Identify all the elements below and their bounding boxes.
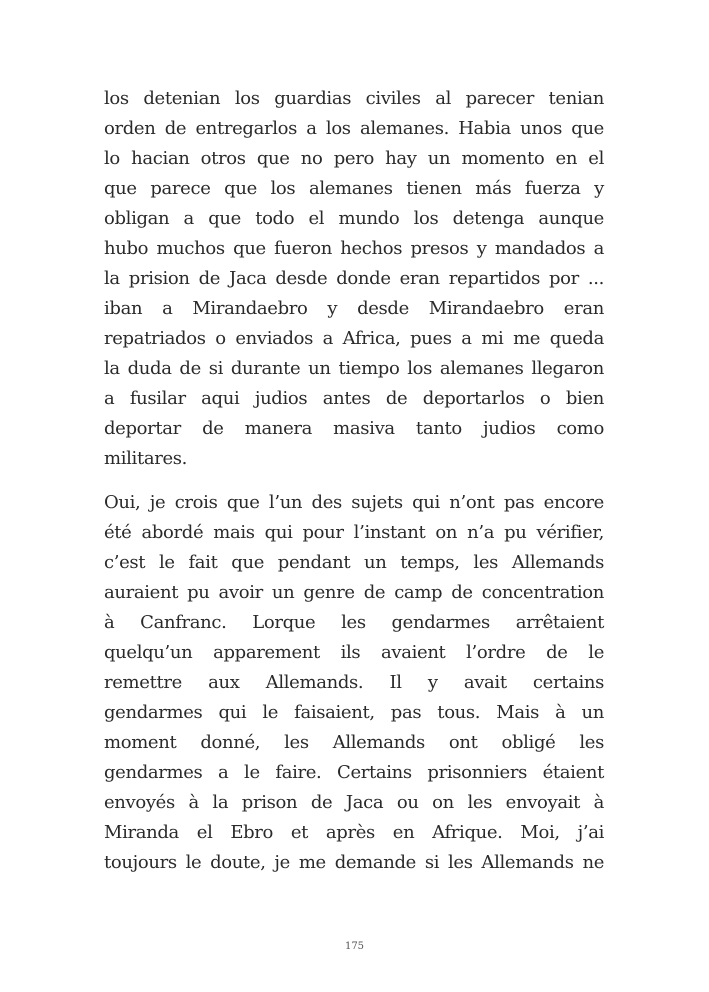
text-line: iban a Mirandaebro y desde Mirandaebro eran — [104, 298, 604, 319]
text-line: la prision de Jaca desde donde eran repartidos por ... — [104, 268, 604, 289]
text-line: los detenian los guardias civiles al parecer tenian — [104, 88, 604, 109]
text-line: à Canfranc. Lorque les gendarmes arrêtaient — [104, 612, 604, 633]
text-line: lo hacian otros que no pero hay un momento en el — [104, 148, 604, 169]
text-line: a fusilar aqui judios antes de deportarlos o bien — [104, 388, 604, 409]
text-line: été abordé mais qui pour l’instant on n’a pu vérifier, — [104, 522, 604, 543]
text-line: toujours le doute, je me demande si les Allemands ne — [104, 852, 604, 873]
text-line: orden de entregarlos a los alemanes. Habia unos que — [104, 118, 604, 139]
text-line: que parece que los alemanes tienen más fuerza y — [104, 178, 604, 199]
text-line: deportar de manera masiva tanto judios como — [104, 418, 604, 439]
page-number: 175 — [344, 941, 365, 952]
text-line: quelqu’un apparement ils avaient l’ordre de le — [104, 642, 604, 663]
text-line: gendarmes a le faire. Certains prisonniers étaient — [104, 762, 604, 783]
text-line: repatriados o enviados a Africa, pues a mi me queda — [104, 328, 604, 349]
text-line: la duda de si durante un tiempo los alemanes llegaron — [104, 358, 604, 379]
text-line: envoyés à la prison de Jaca ou on les envoyait à — [104, 792, 604, 813]
text-line: hubo muchos que fueron hechos presos y mandados a — [104, 238, 604, 259]
text-line: obligan a que todo el mundo los detenga aunque — [104, 208, 604, 229]
text-line: militares. — [104, 448, 188, 469]
text-line: remettre aux Allemands. Il y avait certains — [104, 672, 604, 693]
text-line: Miranda el Ebro et après en Afrique. Moi, j’ai — [104, 822, 604, 843]
text-line: moment donné, les Allemands ont obligé les — [104, 732, 604, 753]
text-line: Oui, je crois que l’un des sujets qui n’ont pas encore — [104, 492, 604, 513]
paragraph-spanish — [104, 84, 604, 474]
text-line: auraient pu avoir un genre de camp de concentration — [104, 582, 604, 603]
text-line: c’est le fait que pendant un temps, les Allemands — [104, 552, 604, 573]
text-line: gendarmes qui le faisaient, pas tous. Mais à un — [104, 702, 604, 723]
paragraph-french — [104, 488, 604, 878]
